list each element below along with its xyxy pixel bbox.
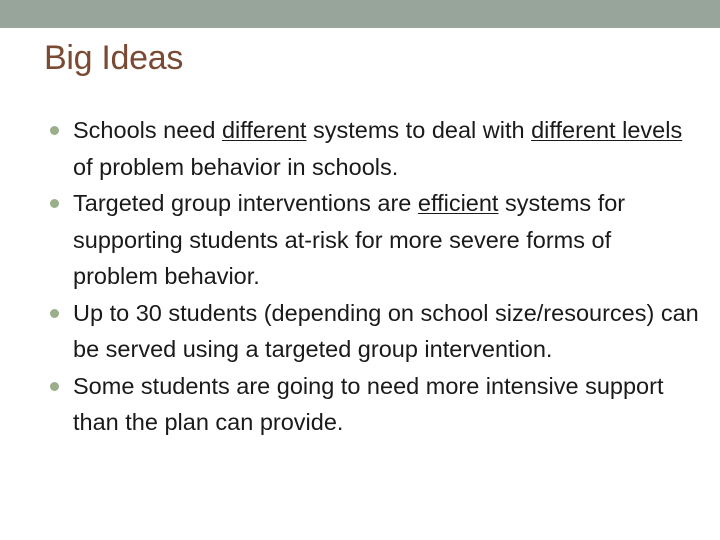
underlined-term: efficient <box>417 190 499 216</box>
bullet-text-segment: systems for supporting students at-risk for more severe forms of problem behavior. <box>73 190 626 289</box>
bullet-dot-icon <box>50 199 59 208</box>
bullet-text-segment: Schools need <box>73 117 222 143</box>
bullet-text-segment: systems to deal with <box>306 117 532 143</box>
bullet-text: Up to 30 students (depending on school size/resources) can be served using a targeted group intervention. <box>73 299 699 362</box>
bullet-text <box>73 190 625 289</box>
top-accent-band <box>0 0 720 28</box>
bullet-text-segment: of problem behavior in schools. <box>73 153 399 180</box>
bullet-text <box>73 117 682 180</box>
bullet-text: Some students are going to need more intensive support than the plan can provide. <box>73 372 664 435</box>
bullet-dot-icon <box>50 382 59 391</box>
bullet-dot-icon <box>50 309 59 318</box>
bullet-item <box>0 295 720 368</box>
bullet-item <box>0 185 720 295</box>
bullet-item <box>0 368 720 441</box>
slide-title: Big Ideas <box>44 39 184 77</box>
bullet-list <box>0 112 720 441</box>
underlined-term: different <box>221 117 307 143</box>
bullet-item <box>0 112 720 185</box>
underlined-term: different levels <box>531 117 683 143</box>
bullet-dot-icon <box>50 126 59 135</box>
bullet-text-segment: Targeted group interventions are <box>73 190 418 216</box>
